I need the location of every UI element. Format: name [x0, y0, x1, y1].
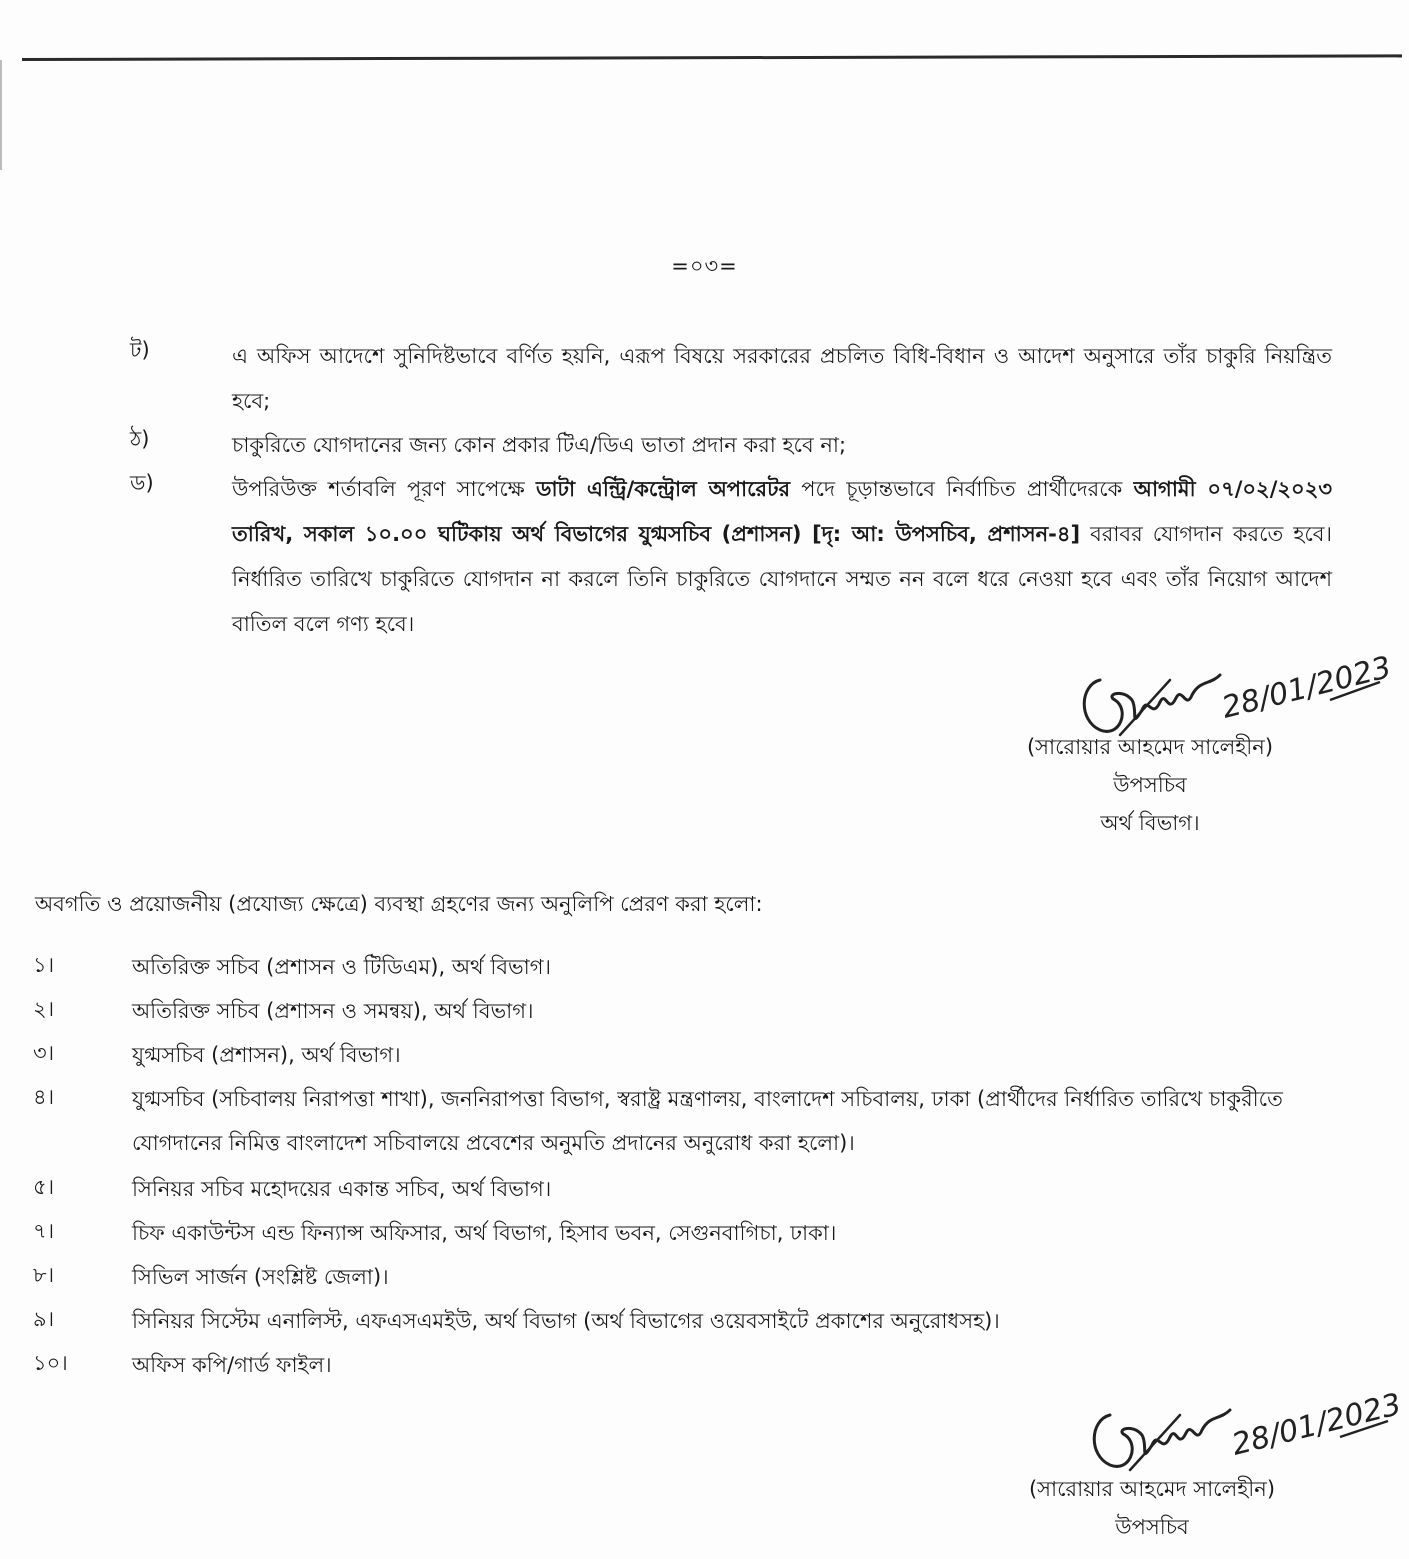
clause-text-part: উপরিউক্ত শর্তাবলি পূরণ সাপেক্ষে — [232, 477, 536, 501]
clause-marker: ট) — [130, 338, 150, 362]
post-name-bold: ডাটা এন্ট্রি/কন্ট্রোল অপারেটর — [536, 477, 791, 501]
joining-date-bold: আগামী ০৭/০২/২০২৩ তারিখ, সকাল ১০.০০ ঘটিকায় অর্থ বিভাগের যুগ্মসচিব (প্রশাসন) [দৃ: আ: উপসচিব, প্রশাসন-৪] — [232, 477, 1332, 546]
list-item-text: অফিস কপি/গার্ড ফাইল। — [132, 1353, 332, 1377]
list-item-number: ১। — [33, 953, 55, 977]
list-item-number: ৯। — [33, 1307, 55, 1331]
clause-text-part: পদে চূড়ান্তভাবে নির্বাচিত প্রার্থীদেরকে — [790, 477, 1134, 501]
list-item-text: যুগ্মসচিব (সচিবালয় নিরাপত্তা শাখা), জননিরাপত্তা বিভাগ, স্বরাষ্ট্র মন্ত্রণালয়, বাংলাদেশ সচিবালয়, ঢাকা (প্রার্থীদের নির্ধারিত তারিখে চাকুরীতে যোগদানের নিমিত্ত বাংলাদেশ সচিবালয়ে প্রবেশের অনুমতি প্রদানের অনুরোধ করা হলো)। — [132, 1087, 1283, 1155]
list-item — [0, 1299, 1409, 1343]
list-item-text: চিফ একাউন্টস এন্ড ফিন্যান্স অফিসার, অর্থ বিভাগ, হিসাব ভবন, সেগুনবাগিচা, ঢাকা। — [132, 1221, 837, 1245]
list-item — [0, 1211, 1409, 1255]
clause-text — [232, 467, 1332, 647]
list-item — [0, 945, 1409, 989]
signature-date: 28/01/2023 — [1218, 649, 1395, 726]
list-item-number: ৩। — [33, 1041, 55, 1065]
clause-marker: ঠ) — [130, 427, 150, 451]
signatory-designation: উপসচিব — [1113, 773, 1187, 797]
top-rule-line — [22, 54, 1402, 61]
list-item-text: অতিরিক্ত সচিব (প্রশাসন ও টিডিএম), অর্থ বিভাগ। — [132, 955, 552, 979]
clause-text-part: বরাবর যোগদান করতে হবে। নির্ধারিত তারিখে চাকুরিতে যোগদান না করলে তিনি চাকুরিতে যোগদানে সম্মত নন বলে ধরে নেওয়া হবে এবং তাঁর নিয়োগ আদেশ বাতিল বলে গণ্য হবে। — [232, 522, 1332, 636]
list-item-number: ৭। — [33, 1219, 55, 1243]
clause-text: এ অফিস আদেশে সুনিদিষ্টভাবে বর্ণিত হয়নি, এরূপ বিষয়ে সরকারের প্রচলিত বিধি-বিধান ও আদেশ অনুসারে তাঁর চাকুরি নিয়ন্ত্রিত হবে; — [232, 344, 1332, 413]
page-number: =০৩= — [671, 254, 738, 278]
list-item — [0, 1077, 1409, 1167]
signatory-name: (সারোয়ার আহমেদ সালেহীন) — [1028, 1477, 1276, 1501]
list-item-number: ২। — [33, 997, 55, 1021]
signatory-block-2 — [972, 1470, 1332, 1546]
list-item-number: ১০। — [33, 1351, 68, 1375]
copy-distribution-list — [0, 945, 1409, 1387]
signatory-designation: উপসচিব — [1115, 1515, 1189, 1539]
list-item-number: ৮। — [33, 1263, 55, 1287]
signatory-block-1 — [970, 728, 1330, 842]
page-edge-mark — [0, 60, 22, 170]
list-item-text: সিনিয়র সিস্টেম এনালিস্ট, এফএসএমইউ, অর্থ বিভাগ (অর্থ বিভাগের ওয়েবসাইটে প্রকাশের অনুরোধসহ)। — [132, 1309, 1000, 1333]
signatory-office: অর্থ বিভাগ। — [1100, 811, 1200, 835]
list-item — [0, 1033, 1409, 1077]
clause-marker: ড) — [130, 471, 154, 495]
list-item-text: সিনিয়র সচিব মহোদয়ের একান্ত সচিব, অর্থ বিভাগ। — [132, 1177, 552, 1201]
list-item — [0, 1255, 1409, 1299]
signatory-name: (সারোয়ার আহমেদ সালেহীন) — [1026, 735, 1274, 759]
list-item-number: ৫। — [33, 1175, 55, 1199]
list-item — [0, 989, 1409, 1033]
list-item-number: ৪। — [33, 1085, 55, 1109]
list-item — [0, 1167, 1409, 1211]
signature-date: 28/01/2023 — [1228, 1386, 1405, 1463]
list-item-text: যুগ্মসচিব (প্রশাসন), অর্থ বিভাগ। — [132, 1043, 401, 1067]
clause-text: চাকুরিতে যোগদানের জন্য কোন প্রকার টিএ/ডিএ ভাতা প্রদান করা হবে না; — [232, 433, 847, 457]
list-item-text: সিভিল সার্জন (সংশ্লিষ্ট জেলা)। — [132, 1265, 389, 1289]
copy-distribution-intro: অবগতি ও প্রয়োজনীয় (প্রযোজ্য ক্ষেত্রে) ব্যবস্থা গ্রহণের জন্য অনুলিপি প্রেরণ করা হলো: — [35, 892, 763, 916]
list-item-text: অতিরিক্ত সচিব (প্রশাসন ও সমন্বয়), অর্থ বিভাগ। — [132, 999, 534, 1023]
